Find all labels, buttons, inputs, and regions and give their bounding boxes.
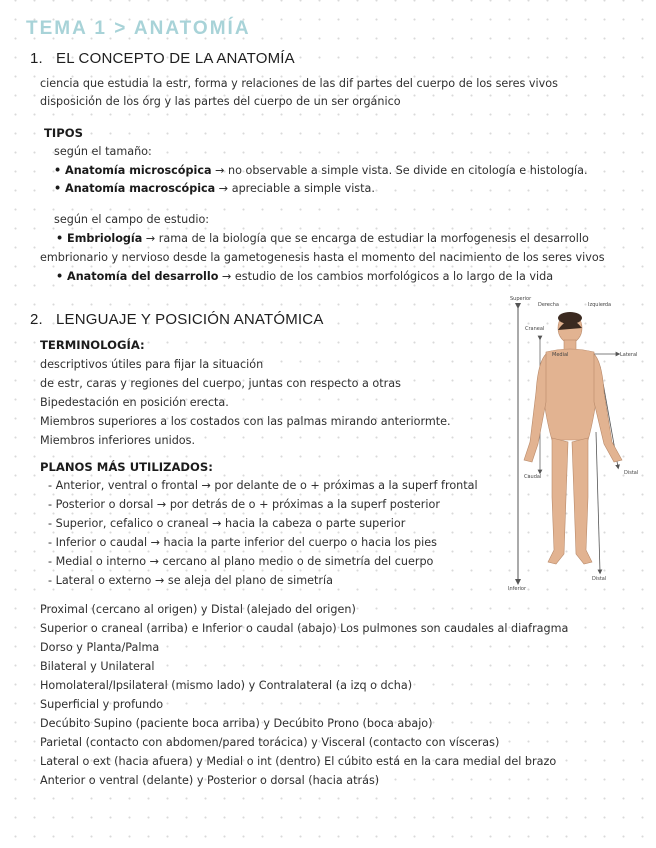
- plane-item: - Lateral o externo → se aleja del plano de simetría: [48, 574, 333, 587]
- label-lateral: Lateral: [620, 352, 638, 358]
- definition-line: disposición de los órg y las partes del cuerpo de un ser orgánico: [40, 95, 401, 108]
- plane-item: - Inferior o caudal → hacia la parte inferior del cuerpo o hacia los pies: [48, 536, 437, 549]
- terminology-line: Miembros superiores a los costados con las palmas mirando anteriormte.: [40, 415, 451, 428]
- term-pair: Proximal (cercano al origen) y Distal (alejado del origen): [40, 603, 356, 616]
- term-bold: • Anatomía microscópica: [54, 164, 212, 177]
- tamano-label: según el tamaño:: [54, 145, 152, 158]
- human-body: [524, 313, 622, 564]
- term-text: → rama de la biología que se encarga de estudiar la morfogenesis el desarrollo: [142, 232, 589, 245]
- anatomical-position-figure: [500, 292, 648, 592]
- section-2-heading: [30, 311, 324, 328]
- list-item-microscopica: [54, 164, 588, 177]
- term-pair: Superior o craneal (arriba) e Inferior o caudal (abajo) Los pulmones son caudales al diafragma: [40, 622, 569, 635]
- term-text: → no observable a simple vista. Se divide en citología e histología.: [211, 164, 588, 177]
- term-pair: Decúbito Supino (paciente boca arriba) y Decúbito Prono (boca abajo): [40, 717, 433, 730]
- term-pair: Dorso y Planta/Palma: [40, 641, 160, 654]
- plane-item: - Anterior, ventral o frontal → por delante de o + próximas a la superf frontal: [48, 479, 478, 492]
- terminology-line: de estr, caras y regiones del cuerpo, juntas con respecto a otras: [40, 377, 401, 390]
- section-2-title: LENGUAJE Y POSICIÓN ANATÓMICA: [56, 311, 324, 328]
- term-pair: Superficial y profundo: [40, 698, 164, 711]
- term-pair: Anterior o ventral (delante) y Posterior o dorsal (hacia atrás): [40, 774, 380, 787]
- section-1-heading: [30, 50, 295, 67]
- definition-line: ciencia que estudia la estr, forma y relaciones de las dif partes del cuerpo de los seres vivos: [40, 77, 558, 90]
- terminology-line: descriptivos útiles para fijar la situación: [40, 358, 264, 371]
- label-distal-bottom: Distal: [592, 576, 607, 582]
- label-izquierda: Izquierda: [588, 302, 612, 308]
- term-text: → apreciable a simple vista.: [215, 182, 375, 195]
- term-text: → estudio de los cambios morfológicos a lo largo de la vida: [218, 270, 554, 283]
- label-caudal: Caudal: [524, 474, 542, 480]
- term-pair: Bilateral y Unilateral: [40, 660, 155, 673]
- label-inferior: Inferior: [508, 586, 527, 592]
- plane-item: - Posterior o dorsal → por detrás de o + próximas a la superf posterior: [48, 498, 440, 511]
- section-1-title: EL CONCEPTO DE LA ANATOMÍA: [56, 50, 295, 67]
- label-craneal: Craneal: [525, 326, 545, 332]
- terminology-line: Bipedestación en posición erecta.: [40, 396, 229, 409]
- list-item-embriologia-cont: embrionario y nervioso desde la gametogenesis hasta el momento del nacimiento de los seres vivos: [40, 251, 605, 264]
- term-pair: Homolateral/Ipsilateral (mismo lado) y Contralateral (a izq o dcha): [40, 679, 413, 692]
- tipos-label: TIPOS: [44, 126, 83, 140]
- label-superior: Superior: [510, 296, 532, 302]
- list-item-embriologia: [56, 232, 589, 245]
- term-pair: Lateral o ext (hacia afuera) y Medial o int (dentro) El cúbito está en la cara medial del brazo: [40, 755, 557, 768]
- leg-distal-arrow: [596, 432, 600, 572]
- terminology-line: Miembros inferiores unidos.: [40, 434, 196, 447]
- label-medial: Medial: [552, 352, 569, 358]
- list-item-macroscopica: [54, 182, 375, 195]
- page-title: TEMA 1 > ANATOMÍA: [26, 18, 251, 39]
- plane-item: - Medial o interno → cercano al plano medio o de simetría del cuerpo: [48, 555, 434, 568]
- planos-label: PLANOS MÁS UTILIZADOS:: [40, 460, 213, 474]
- campo-label: según el campo de estudio:: [54, 213, 210, 226]
- label-derecha: Derecha: [538, 302, 559, 308]
- terminologia-label: TERMINOLOGÍA:: [40, 338, 145, 352]
- term-bold: • Embriología: [56, 232, 143, 245]
- term-pair: Parietal (contacto con abdomen/pared torácica) y Visceral (contacto con vísceras): [40, 736, 500, 749]
- term-bold: • Anatomía del desarrollo: [56, 270, 219, 283]
- section-2-number: 2.: [30, 311, 43, 328]
- label-distal-right: Distal: [624, 470, 639, 476]
- hair-top: [558, 312, 582, 324]
- plane-item: - Superior, cefalico o craneal → hacia la cabeza o parte superior: [48, 517, 406, 530]
- list-item-desarrollo: [56, 270, 553, 283]
- section-1-number: 1.: [30, 50, 43, 67]
- term-bold: • Anatomía macroscópica: [54, 182, 216, 195]
